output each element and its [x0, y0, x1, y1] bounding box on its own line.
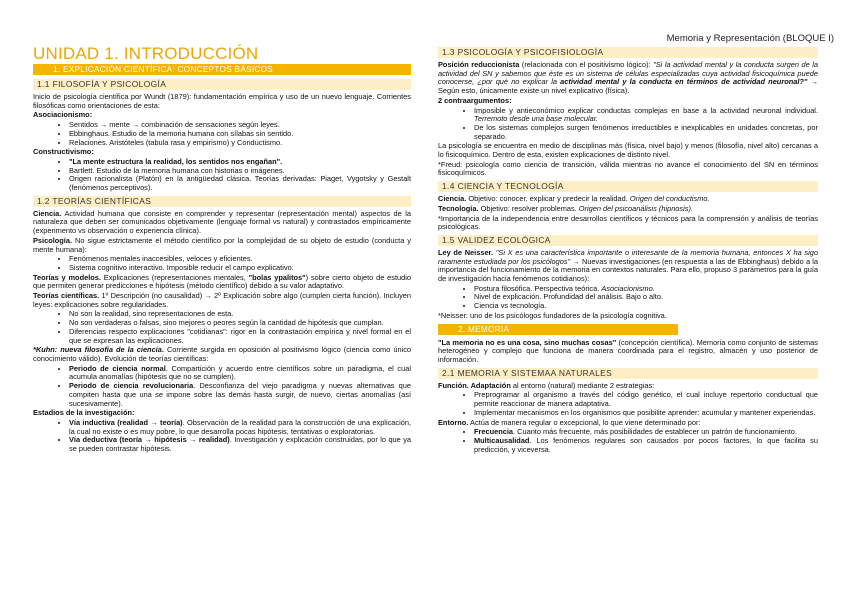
estadios-list	[33, 419, 411, 454]
list-item: • Ciencia vs tecnología.	[474, 302, 818, 311]
ciencia-objetivo: Ciencia. Objetivo: conocer, explicar y predecir la realidad. Origen del conductismo.	[438, 194, 710, 204]
contraargumentos-heading: 2 contraargumentos:	[438, 95, 512, 105]
asociacionismo-heading: Asociacionismo:	[33, 110, 93, 120]
kuhn-paragraph: *Kuhn: nueva filosofía de la ciencia. Corriente surgida en oposición al positivismo lógico (ciencia como único conocimiento válido). Evolución de teorías científicas:	[33, 345, 412, 363]
entorno-list	[438, 428, 818, 454]
list-item: • Vía deductiva (teoría → hipótesis → realidad). Investigación y explicación construidas, por lo que ya se pueden contrastar hipótesis.	[69, 436, 411, 453]
unit-title: UNIDAD 1. INTRODUCCIÓN	[33, 44, 259, 63]
disciplinas-paragraph: La psicología se encuentra en medio de disciplinas más (física, nivel bajo) y menos (filosofía, nivel alto) cercanas a lo fisicoquímico. Dentro de esta, existen explicaciones de distinto nivel.	[438, 141, 818, 160]
list-item: • Postura filosófica. Perspectiva teórica. Asociacionismo.	[474, 285, 818, 294]
tecnologia-objetivo: Tecnología. Objetivo: resolver problemas. Origen del psicoanálisis (hipnosis).	[438, 203, 693, 213]
list-item: • Bartlett. Estudio de la memoria humana con historias o imágenes.	[69, 167, 411, 176]
list-item: • Implementar mecanismos en los organismos que posibilite aprender: acumular y mantener experiendas.	[474, 409, 818, 418]
section-1-4-heading: 1.4 CIENCIA Y TECNOLOGÍA	[438, 181, 818, 192]
section-1-2-heading: 1.2 TEORÍAS CIENTÍFICAS	[33, 196, 411, 207]
entorno-paragraph: Entorno. Actúa de manera regular o excepcional, lo que viene determinado por:	[438, 417, 701, 427]
parametros-list	[438, 285, 818, 311]
neisser-note: *Neisser: uno de los psicólogos fundadores de la psicología cognitiva.	[438, 310, 667, 320]
teorias-modelos-paragraph: Teorías y modelos. Explicaciones (representaciones mentales, "bolas ypalitos") sobre cierto objeto de estudio que permiten generar predicciones e hipótesis (método científico) debido a su valor adaptativo.	[33, 272, 411, 291]
teorias-cientificas-list	[33, 310, 411, 345]
section-1-5-heading: 1.5 VALIDEZ ECOLÓGICA	[438, 235, 818, 246]
list-item: • Multicausalidad. Los fenómenos regulares son causados por pocos factores, lo que facilita su predicción, y viceversa.	[474, 437, 818, 454]
list-item: • Fenómenos mentales inaccesibles, veloces y eficientes.	[69, 255, 411, 264]
section-band-1: 1. EXPLICACIÓN CIENTÍFICA: CONCEPTOS BÁSICOS	[33, 64, 411, 75]
memoria-paragraph: "La memoria no es una cosa, sino muchas cosas" (concepción científica). Memoria como conjunto de sistemas heterogéneo y complejo que funciona de manera coordinada para el registro, almacén y uso posterior de información.	[438, 337, 818, 364]
list-item: • Nivel de explicación. Profundidad del análisis. Bajo o alto.	[474, 293, 818, 302]
list-item: • Imposible y antieconómico explicar conductas complejas en base a la actividad neuronal individual. Terremoto desde una base molecular.	[474, 107, 818, 124]
list-item: • Ebbinghaus. Estudio de la memoria humana con sílabas sin sentido.	[69, 130, 411, 139]
funcion-paragraph: Función. Adaptación al entorno (natural) mediante 2 estrategias:	[438, 380, 655, 390]
ciencia-paragraph: Ciencia. Actividad humana que consiste en comprender y representar (representación mental) aspectos de la naturaleza que deben ser comunicados objetivamente (lenguaje formal vs natural) y contrastados empíricamente (experimento vs observación o experiencia clínica).	[33, 208, 411, 236]
constructivismo-heading: Constructivismo:	[33, 147, 94, 157]
psicologia-list	[33, 255, 411, 272]
section-1-1-heading: 1.1 FILOSOFÍA Y PSICOLOGÍA	[33, 79, 411, 90]
list-item: • Sentidos → mente → combinación de sensaciones según leyes.	[69, 121, 411, 130]
estadios-heading: Estadios de la investigación:	[33, 408, 135, 418]
list-item: • Periodo de ciencia normal. Compartición y acuerdo entre científicos sobre un paradigma, el cual acumula anomalías (hipótesis que no se cumplen).	[69, 365, 411, 382]
psicologia-paragraph: Psicología. No sigue estrictamente el método científico por la complejidad de su objeto de estudio (conducta y mente humana):	[33, 235, 411, 254]
list-item: • Origen racionalista (Platón) en la antigüedad clásica. Teorías derivadas: Piaget, Vygotsky y Gestalt (fenómenos perceptivos).	[69, 175, 411, 192]
list-item: • Sistema cognitivo interactivo. Imposible reducir el campo explicativo.	[69, 264, 411, 273]
funcion-list	[438, 391, 818, 417]
reduccionista-paragraph: Posición reduccionista (relacionada con el positivismo lógico): "Si la actividad mental y la conducta surgen de la actividad del SN y sabemos que éste es un sistema de células especializadas cuya actividad fisicoquímica puede conocerse, ¿por qué no explicar la actividad mental y la conducta en términos de actividad neuronal?" → Según esto, únicamente existe un nivel explicativo (física).	[438, 60, 818, 96]
page-header: Memoria y Representación (BLOQUE I)	[666, 33, 834, 44]
section-band-2: 2. MEMORIA	[438, 324, 678, 335]
intro-paragraph: Inicio de psicología científica por Wundt (1879): fundamentación empírica y uso de un nuevo lenguaje. Corrientes filosóficas como orientaciones de esta:	[33, 92, 411, 110]
list-item: • Vía inductiva (realidad → teoría). Observación de la realidad para la construcción de una explicación, la cual no existe o es muy pobre, lo que desarrolla pocas hipótesis, tentativas o exploratorias.	[69, 419, 411, 436]
list-item: • Preprogramar al organismo a través del código genético, el cual incluye repertorio conductual que permite reaccionar de manera adaptativa.	[474, 391, 818, 408]
list-item: • Relaciones. Aristóteles (tabula rasa y empirismo) y Conductismo.	[69, 139, 411, 148]
list-item: • No son verdaderas o falsas, sino mejores o peores según la cantidad de hipótesis que cumplan.	[69, 319, 411, 328]
kuhn-list	[33, 365, 411, 409]
list-item: • "La mente estructura la realidad, los sentidos nos engañan".	[69, 158, 411, 167]
independencia-paragraph: *Importancia de la independencia entre desarrollos científicos y técnicos para la comprensión y análisis de teorías psicológicas.	[438, 213, 818, 232]
left-column	[33, 44, 411, 455]
freud-paragraph: *Freud: psicología como ciencia de transición, válida mientras no avance el conocimiento del SN en términos fisicoquímicos.	[438, 159, 818, 178]
list-item: • De los sistemas complejos surgen fenómenos irreductibles e inexplicables en unidades concretas, por separado.	[474, 124, 818, 141]
asociacionismo-list	[33, 121, 411, 147]
section-2-1-heading: 2.1 MEMORIA Y SISTEMAA NATURALES	[438, 368, 818, 379]
contraargumentos-list	[438, 107, 818, 142]
ley-neisser-paragraph: Ley de Neisser. "Si X es una característica importante o interesante de la memoria humana, entonces X ha sigo raramente estudiada por los psicólogos" → Nuevas investigaciones (en respuesta a las de Ebbinghaus) debido a la importancia del funcionamiento de la memoria en contextos naturales. Para ello, propuso 3 parámetros para la guía de investigación hacia fenómenos cotidianos):	[438, 247, 818, 284]
list-item: • Frecuencia. Cuanto más frecuente, más posibilidades de establecer un patrón de funcionamiento.	[474, 428, 818, 437]
list-item: • No son la realidad, sino representaciones de esta.	[69, 310, 411, 319]
list-item: • Diferencias respecto explicaciones "cotidianas": rigor en la contrastación empírica y nivel formal en el que se expresan las explicaciones.	[69, 328, 411, 345]
right-column	[438, 44, 818, 455]
list-item: • Periodo de ciencia revolucionaria. Desconfianza del viejo paradigma y nuevas alternativas que compiten hasta que una se impone sobre las demás hasta surgir, de nuevo, ciertas anomalías (así sucesivamente).	[69, 382, 411, 408]
teorias-cientificas-paragraph: Teorías científicas. 1º Descripción (no causalidad) → 2º Explicación sobre algo (cumplen cierta función). Incluyen leyes: explicaciones sobre regularidades.	[33, 291, 411, 309]
constructivismo-list	[33, 158, 411, 193]
section-1-3-heading: 1.3 PSICOLOGÍA Y PSICOFISIOLOGÍA	[438, 47, 818, 58]
